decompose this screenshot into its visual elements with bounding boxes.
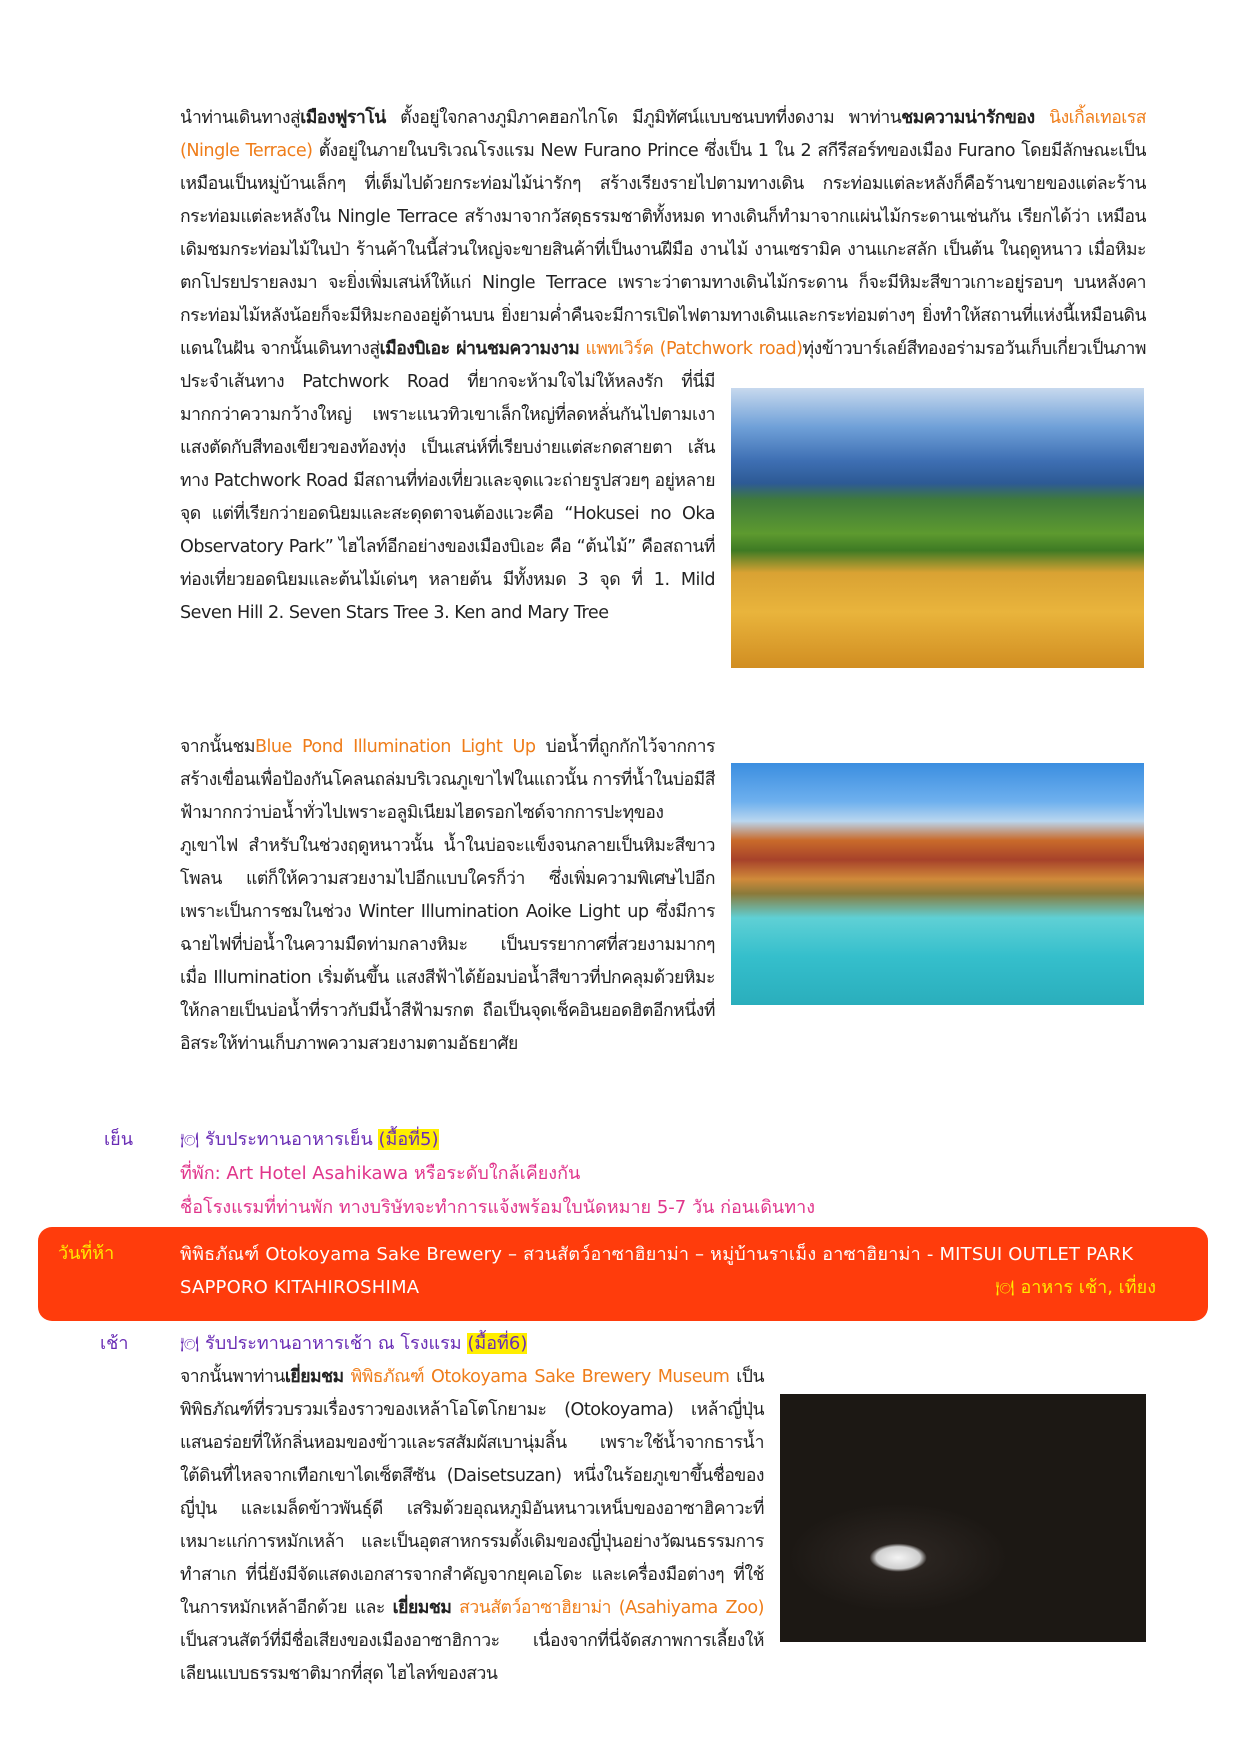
link-asahiyama-zoo: สวนสัตว์อาซาฮิยาม่า (Asahiyama Zoo) [451, 1598, 764, 1618]
photo-patchwork-road [731, 388, 1144, 668]
day-title: พิพิธภัณฑ์ Otokoyama Sake Brewery – สวนสัตว์อาซาฮิยาม่า – หมู่บ้านราเม็ง อาซาฮิยาม่า - MITSUI OUTLET PARK SAPPORO KITAHIROSHIMA [180, 1244, 1134, 1298]
link-otokoyama: พิพิธภัณฑ์ Otokoyama Sake Brewery Museum [343, 1367, 730, 1387]
photo-blue-pond [731, 763, 1144, 1005]
plate-icon: 🍽 [995, 1279, 1015, 1297]
dinner-meal: 🍽 รับประทานอาหารเย็น (มื้อที่5) [180, 1129, 439, 1150]
paragraph-furano-biei: นำท่านเดินทางสู่เมืองฟูราโน่ ตั้งอยู่ใจกลางภูมิภาคฮอกไกโด มีภูมิทัศน์แบบชนบทที่งดงาม พาท่านชมความน่ารักของ นิงเกิ้ลเทอเรส (Ningle Terrace) ตั้งอยู่ในภายในบริเวณโรงแรม New Furano Prince ซึ่งเป็น 1 ใน 2 สกีรีสอร์ทของเมือง Furano โดยมีลักษณะเป็นเหมือนเป็นหมู่บ้านเล็กๆ ที่เต็มไปด้วยกระท่อมไม้น่ารักๆ สร้างเรียงรายไปตามทางเดิน กระท่อมแต่ละหลังก็คือร้านขายของแต่ละร้าน กระท่อมแต่ละหลังใน Ningle Terrace สร้างมาจากวัสดุธรรมชาติทั้งหมด ทางเดินก็ทำมาจากแผ่นไม้กระดานเช่นกัน เรียกได้ว่า เหมือนเดิมชมกระท่อมไม้ในป่า ร้านค้าในนี้ส่วนใหญ่จะขายสินค้าที่เป็นงานฝีมือ งานไม้ งานเซรามิค งานแกะสลัก เป็นต้น ในฤดูหนาว เมื่อหิมะตกโปรยปรายลงมา จะยิ่งเพิ่มเสน่ห์ให้แก่ Ningle Terrace เพราะว่าตามทางเดินไม้กระดาน ก็จะมีหิมะสีขาวเกาะอยู่รอบๆ บนหลังคากระท่อมไม้หลังน้อยก็จะมีหิมะกองอยู่ด้านบน ยิ่งยามค่ำคืนจะมีการเปิดไฟตามทางเดินและกระท่อมต่างๆ ยิ่งทำให้สถานที่แห่งนี้เหมือนดินแดนในฝัน จากนั้นเดินทางสู่เมืองบิเอะ ผ่านชมความงาม แพทเวิร์ค (Patchwork road)ทุ่งข้าวบาร์เลย์สีทองอร่ามรอวันเก็บเกี่ยวเป็นภาพประจำเส้นทาง Patchwork Road ที่ยากจะห้ามใจไม่ให้หลงรัก ที่นี่มีมากกว่าความกว้างใหญ่ เพราะแนวทิวเขาเล็กใหญ่ที่ลดหลั่นกันไปตามเงาแสงตัดกับสีทองเขียวของท้องทุ่ง เป็นเสน่ห์ที่เรียบง่ายแต่สะกดสายตา เส้นทาง Patchwork Road มีสถานที่ท่องเที่ยวและจุดแวะถ่ายรูปสวยๆ อยู่หลายจุด แต่ที่เรียกว่ายอดนิยมและสะดุดตาจนต้องแวะคือ “Hokusei no Oka Observatory Park” ไฮไลท์อีกอย่างของเมืองบิเอะ คือ “ต้นไม้” คือสถานที่ท่องเที่ยวยอดนิยมและต้นไม้เด่นๆ หลายต้น มีทั้งหมด 3 จุด ที่ 1. Mild Seven Hill 2. Seven Stars Tree 3. Ken and Mary Tree [180, 102, 1146, 714]
paragraph-blue-pond: จากนั้นชมBlue Pond Illumination Light Up บ่อน้ำที่ถูกกักไว้จากการสร้างเขื่อนเพื่อป้องกันโคลนถล่มบริเวณภูเขาไฟในแถวนั้น การที่น้ำในบ่อมีสีฟ้ามากกว่าบ่อน้ำทั่วไปเพราะอลูมิเนียมไฮดรอกไซด์จากการปะทุของภูเขาไฟ สำหรับในช่วงฤดูหนาวนั้น น้ำในบ่อจะแข็งจนกลายเป็นหิมะสีขาวโพลน แต่ก็ให้ความสวยงามไปอีกแบบใครก็ว่า ซึ่งเพิ่มความพิเศษไปอีก เพราะเป็นการชมในช่วง Winter Illumination Aoike Light up ซึ่งมีการฉายไฟที่บ่อน้ำในความมืดท่ามกลางหิมะ เป็นบรรยากาศที่สวยงามมากๆ เมื่อ Illumination เริ่มต้นขึ้น แสงสีฟ้าได้ย้อมบ่อน้ำสีขาวที่ปกคลุมด้วยหิมะให้กลายเป็นบ่อน้ำที่ราวกับมีน้ำสีฟ้ามรกต ถือเป็นจุดเช็คอินยอดฮิตอีกหนึ่งที่ อิสระให้ท่านเก็บภาพความสวยงามตามอัธยาศัย [180, 731, 1146, 1129]
meal-number-badge: (มื้อที่5) [378, 1129, 439, 1150]
hotel-note: ชื่อโรงแรมที่ท่านพัก ทางบริษัทจะทำการแจ้งพร้อมใบนัดหมาย 5-7 วัน ก่อนเดินทาง [180, 1197, 816, 1218]
photo-sake [780, 1394, 1146, 1642]
paragraph-otokoyama-zoo: จากนั้นพาท่านเยี่ยมชม พิพิธภัณฑ์ Otokoyama Sake Brewery Museum เป็นพิพิธภัณฑ์ที่รวบรวมเรื่องราวของเหล้าโอโตโกยามะ (Otokoyama) เหล้าญี่ปุ่นแสนอร่อยที่ให้กลิ่นหอมของข้าวและรสสัมผัสเบานุ่มลิ้น เพราะใช้น้ำจากธารน้ำใต้ดินที่ไหลจากเทือกเขาไดเซ็ตสึซัน (Daisetsuzan) หนึ่งในร้อยภูเขาขึ้นชื่อของญี่ปุ่น และเมล็ดข้าวพันธุ์ดี เสริมด้วยอุณหภูมิอันหนาวเหน็บของอาซาฮิคาวะที่เหมาะแก่การหมักเหล้า และเป็นอุตสาหกรรมดั้งเดิมของญี่ปุ่นอย่างวัฒนธรรมการทำสาเก ที่นี่ยังมีจัดแสดงเอกสารจากสำคัญจากยุคเอโดะ และเครื่องมือต่างๆ ที่ใช้ในการหมักเหล้าอีกด้วย และ เยี่ยมชม สวนสัตว์อาซาฮิยาม่า (Asahiyama Zoo) เป็นสวนสัตว์ที่มีชื่อเสียงของเมืองอาซาฮิกาวะ เนื่องจากที่นี่จัดสภาพการเลี้ยงให้เลียนแบบธรรมชาติมากที่สุด ไฮไลท์ของสวน [180, 1361, 1146, 1691]
link-ningle-terrace: นิงเกิ้ลเทอเรส (Ningle Terrace) [180, 108, 1146, 161]
day-header-band [38, 1227, 1208, 1321]
label-morning: เช้า [100, 1333, 129, 1354]
plate-icon: 🍽 [180, 1131, 200, 1149]
plate-icon: 🍽 [180, 1335, 200, 1353]
link-patchwork-road: แพทเวิร์ค (Patchwork road) [579, 339, 803, 359]
label-dinner: เย็น [104, 1129, 134, 1150]
day-meals: 🍽 อาหาร เช้า, เที่ยง [995, 1277, 1156, 1298]
day-label: วันที่ห้า [58, 1243, 115, 1264]
morning-meal: 🍽 รับประทานอาหารเช้า ณ โรงแรม (มื้อที่6) [180, 1333, 528, 1354]
link-blue-pond: Blue Pond Illumination Light Up [254, 737, 536, 757]
meal-number-badge: (มื้อที่6) [467, 1333, 528, 1354]
hotel-line: ที่พัก: Art Hotel Asahikawa หรือระดับใกล้เคียงกัน [180, 1163, 581, 1184]
